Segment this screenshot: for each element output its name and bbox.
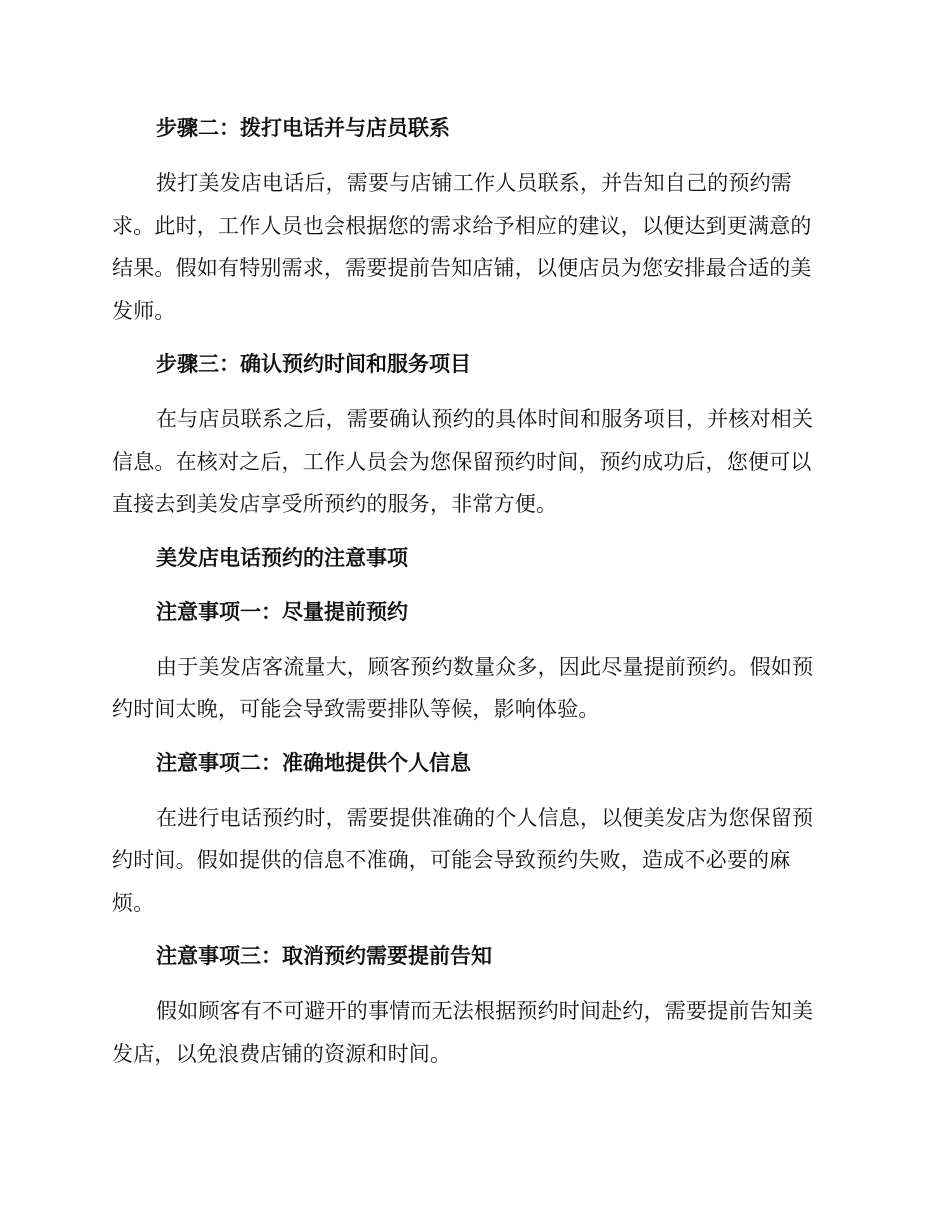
paragraph-note-two [112, 797, 832, 925]
paragraph-line: 在进行电话预约时，需要提供准确的个人信息，以便美发店为您保留预 [156, 805, 814, 830]
paragraph-line: 求。此时，工作人员也会根据您的需求给予相应的建议，以便达到更满意的 [112, 213, 812, 238]
paragraph-line: 由于美发店客流量大，顾客预约数量众多，因此尽量提前预约。假如预 [156, 654, 814, 679]
section-heading-notes: 美发店电话预约的注意事项 [156, 544, 408, 570]
paragraph-step-two [112, 162, 832, 332]
paragraph-line: 在与店员联系之后，需要确认预约的具体时间和服务项目，并核对相关 [156, 407, 814, 431]
paragraph-line: 约时间。假如提供的信息不准确，可能会导致预约失败，造成不必要的麻 [112, 848, 791, 872]
paragraph-line: 烦。 [112, 890, 155, 915]
section-heading-note-two: 注意事项二：准确地提供个人信息 [156, 749, 471, 775]
paragraph-line: 结果。假如有特别需求，需要提前告知店铺，以便店员为您安排最合适的美 [112, 256, 812, 280]
paragraph-note-one [112, 646, 832, 731]
paragraph-note-three [112, 990, 832, 1075]
paragraph-line: 假如顾客有不可避开的事情而无法根据预约时间赴约，需要提前告知美 [156, 999, 814, 1023]
section-heading-step-two: 步骤二：拨打电话并与店员联系 [156, 115, 450, 140]
section-heading-note-three: 注意事项三：取消预约需要提前告知 [156, 943, 492, 968]
paragraph-line: 信息。在核对之后，工作人员会为您保留预约时间，预约成功后，您便可以 [112, 449, 812, 474]
paragraph-step-three [112, 398, 832, 526]
section-heading-step-three: 步骤三：确认预约时间和服务项目 [156, 351, 471, 376]
paragraph-line: 发师。 [112, 298, 176, 323]
document-body [112, 108, 832, 1087]
paragraph-line: 约时间太晚，可能会导致需要排队等候，影响体验。 [112, 697, 600, 721]
section-heading-note-one: 注意事项一：尽量提前预约 [156, 598, 408, 624]
paragraph-line: 直接去到美发店享受所预约的服务，非常方便。 [112, 492, 558, 516]
paragraph-line: 拨打美发店电话后，需要与店铺工作人员联系，并告知自己的预约需 [156, 171, 792, 195]
paragraph-line: 发店，以免浪费店铺的资源和时间。 [112, 1041, 452, 1066]
